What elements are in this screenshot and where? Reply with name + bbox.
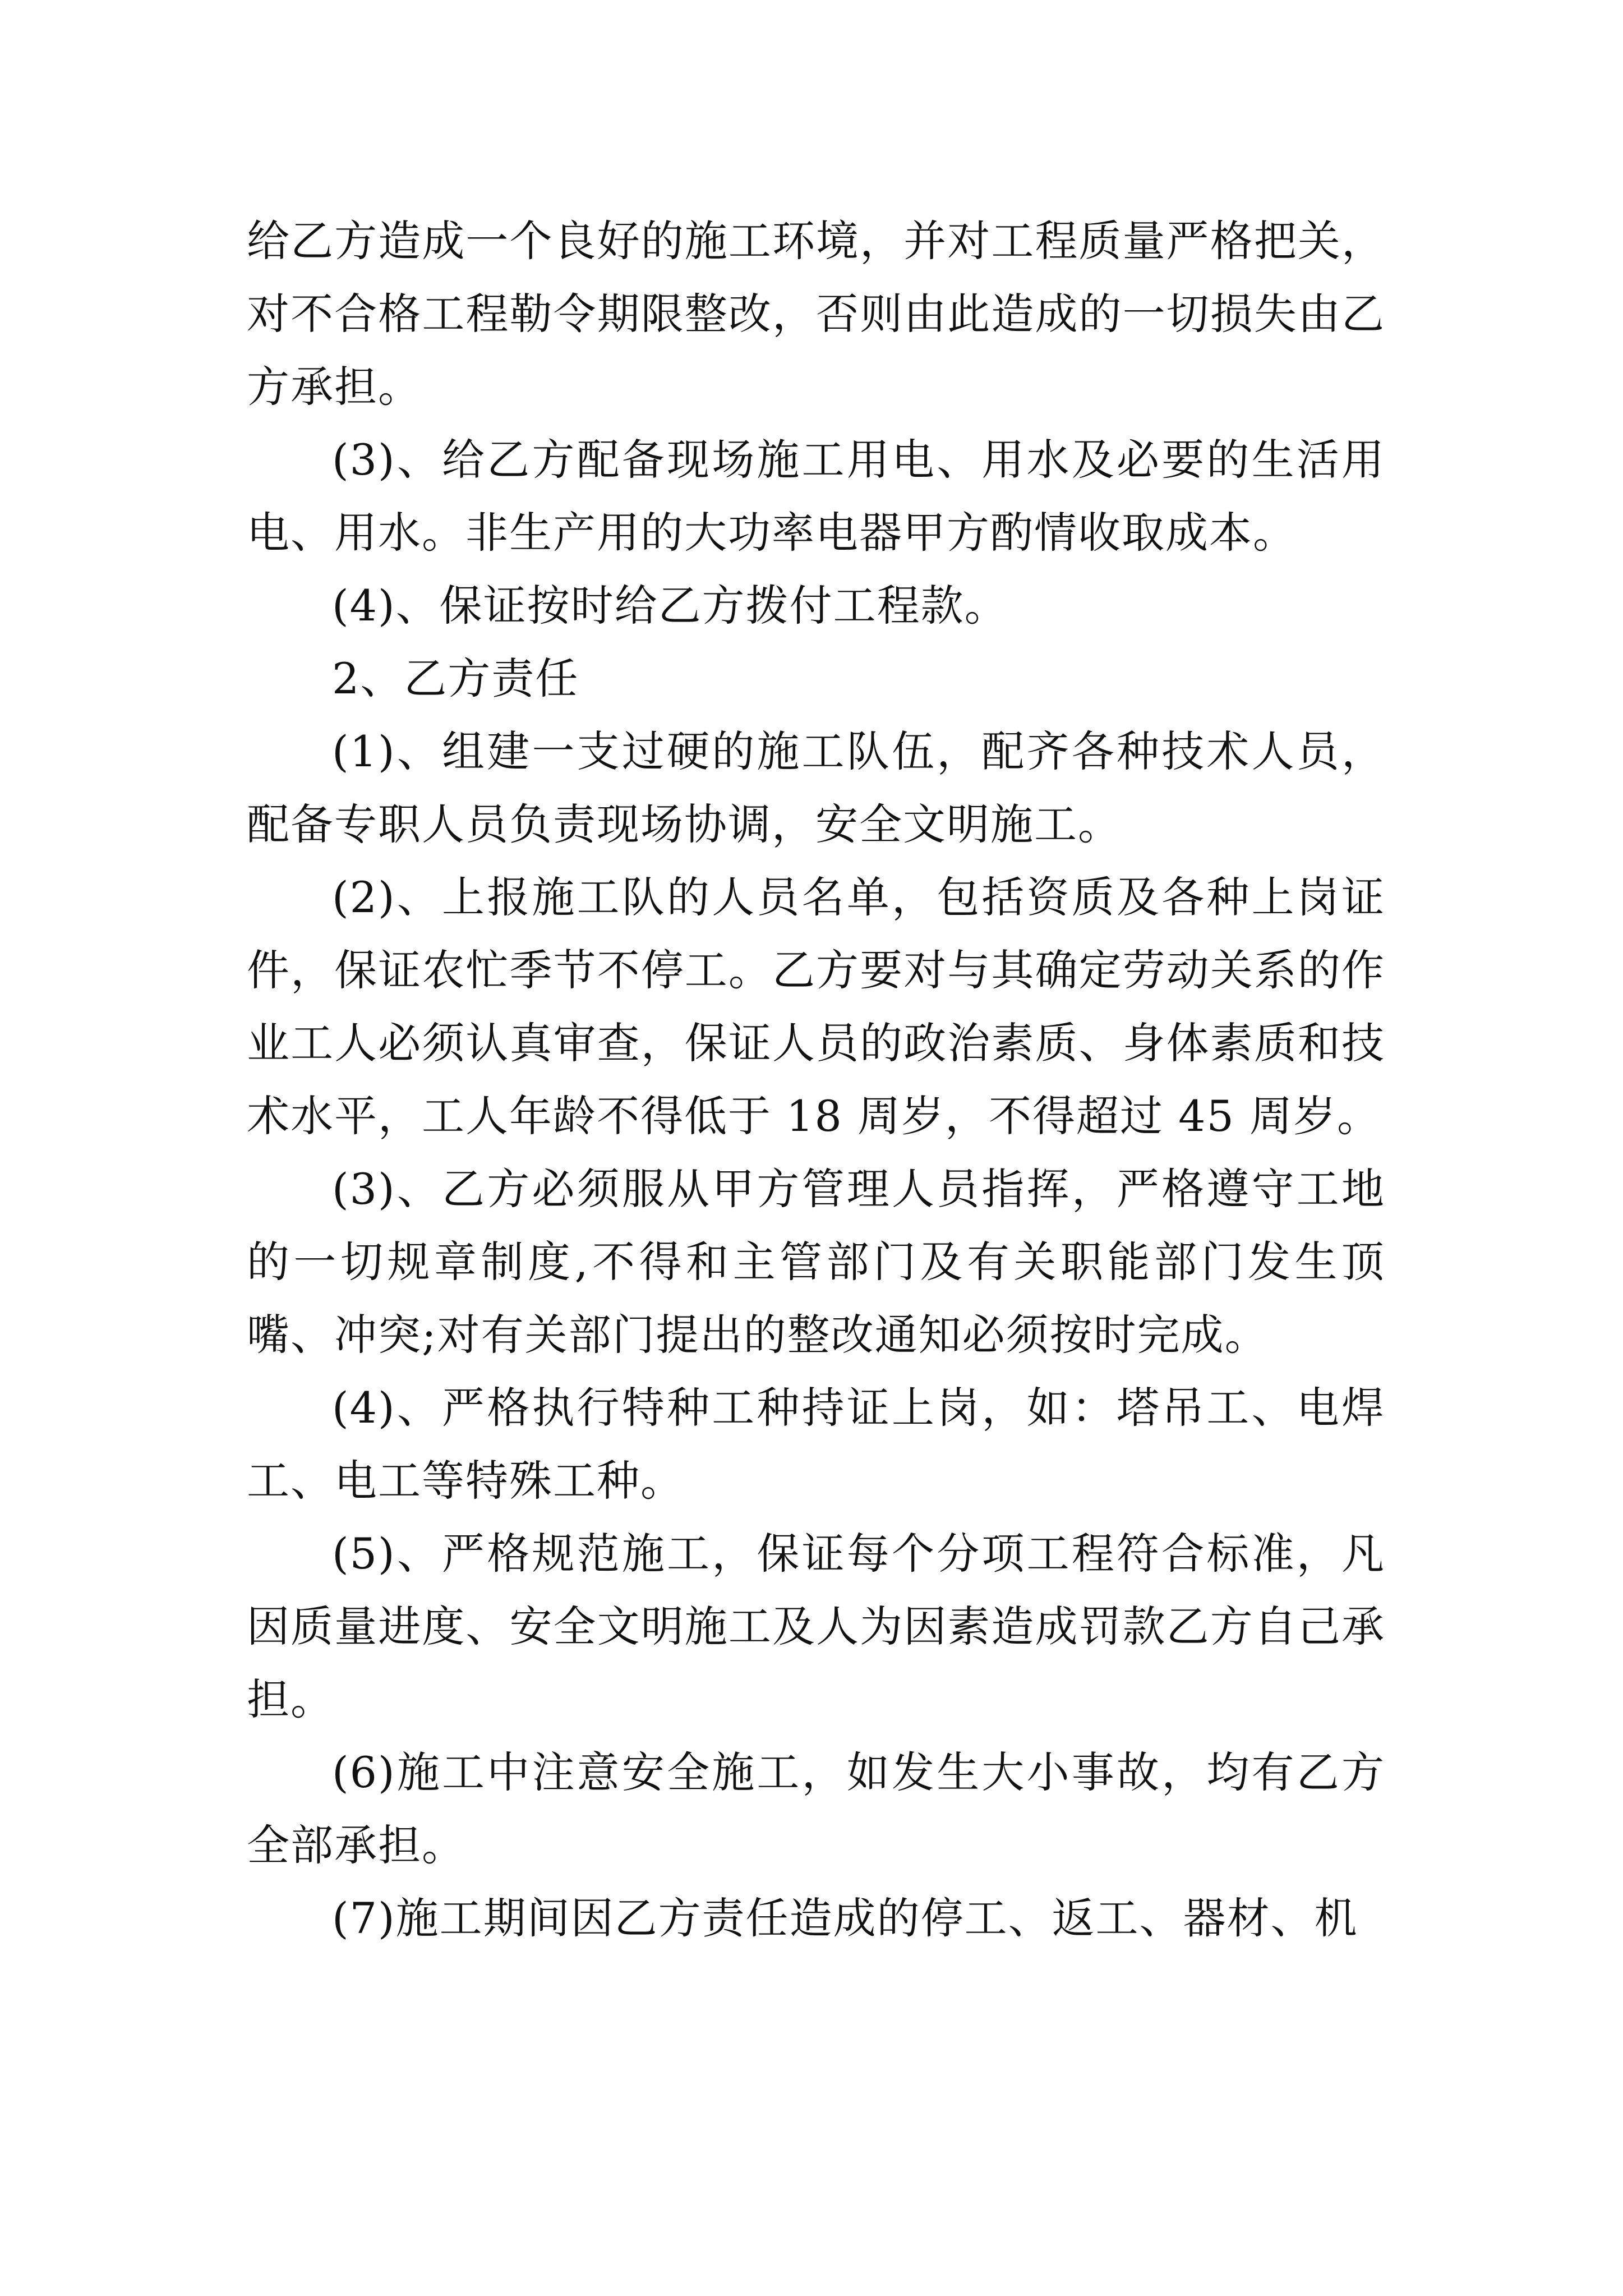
- paragraph-item-3-power-water: (3)、给乙方配备现场施工用电、用水及必要的生活用电、用水。非生产用的大功率电器甲方酌情收取成本。: [247, 435, 1385, 558]
- paragraph-b-item-1: (1)、组建一支过硬的施工队伍，配齐各种技术人员，配备专职人员负责现场协调，安全文明施工。: [247, 726, 1385, 849]
- paragraph-item-4-payment: (4)、保证按时给乙方拨付工程款。: [332, 581, 1008, 631]
- paragraph-continuation: 给乙方造成一个良好的施工环境，并对工程质量严格把关，对不合格工程勒令期限整改，否则由此造成的一切损失由乙方承担。: [247, 216, 1385, 412]
- paragraph-b-item-4: (4)、严格执行特种工种持证上岗，如：塔吊工、电焊工、电工等特殊工种。: [247, 1383, 1385, 1506]
- paragraph-b-item-5: (5)、严格规范施工，保证每个分项工程符合标准，凡因质量进度、安全文明施工及人为因素造成罚款乙方自己承担。: [247, 1529, 1385, 1724]
- document-body: [247, 205, 1385, 1955]
- paragraph-b-item-7: (7)施工期间因乙方责任造成的停工、返工、器材、机: [332, 1893, 1358, 1943]
- section-heading-party-b: 2、乙方责任: [332, 654, 579, 703]
- paragraph-b-item-2: (2)、上报施工队的人员名单，包括资质及各种上岗证件，保证农忙季节不停工。乙方要对与其确定劳动关系的作业工人必须认真审查，保证人员的政治素质、身体素质和技术水平，工人年龄不得低于 18 周岁，不得超过 45 周岁。: [247, 872, 1385, 1141]
- paragraph-b-item-3: (3)、乙方必须服从甲方管理人员指挥，严格遵守工地的一切规章制度,不得和主管部门及有关职能部门发生顶嘴、冲突;对有关部门提出的整改通知必须按时完成。: [247, 1164, 1385, 1360]
- paragraph-b-item-6: (6)施工中注意安全施工，如发生大小事故，均有乙方全部承担。: [247, 1747, 1385, 1870]
